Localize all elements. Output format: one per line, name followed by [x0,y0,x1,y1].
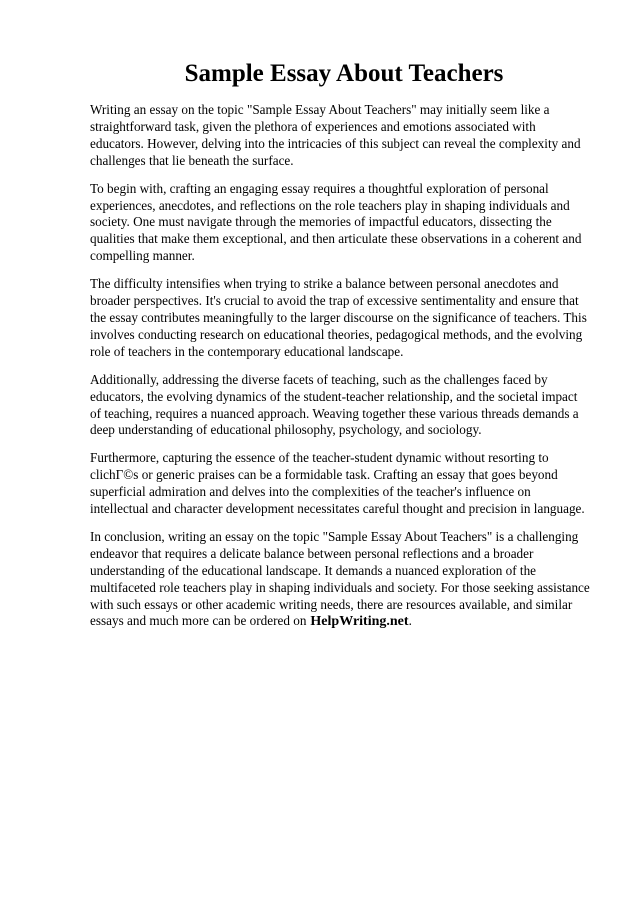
paragraph-conclusion [90,529,590,631]
document-page [90,58,590,642]
paragraph-furthermore: Furthermore, capturing the essence of the teacher-student dynamic without resorting to clichГ©s or generic praises can be a formidable task. Crafting an essay that goes beyond superficial admiration and delves into the complexities of the teacher's influence on intellectual and character development necessitates careful thought and precision in language. [90,450,585,517]
paragraph-difficulty: The difficulty intensifies when trying to strike a balance between personal anecdotes and broader perspectives. It's crucial to avoid the trap of excessive sentimentality and ensure that the essay contributes meaningfully to the larger discourse on the significance of teachers. This involves conducting research on educational theories, pedagogical methods, and the evolving role of teachers in the contemporary educational landscape. [90,276,587,359]
helpwriting-link[interactable]: HelpWriting.net [310,614,409,630]
paragraph-intro: Writing an essay on the topic "Sample Essay About Teachers" may initially seem like a straightforward task, given the plethora of experiences and emotions associated with educators. However, delving into the intricacies of this subject can reveal the complexity and challenges that lie beneath the surface. [90,102,581,168]
conclusion-text: In conclusion, writing an essay on the topic "Sample Essay About Teachers" is a challenging endeavor that requires a delicate balance between personal reflections and a broader understanding of the educational landscape. It demands a nuanced exploration of the multifaceted role teachers play in shaping individuals and society. For those seeking assistance with such essays or other academic writing needs, there are resources available, and similar essays and much more can be ordered on [90,528,590,629]
conclusion-period: . [408,613,412,629]
paragraph-begin: To begin with, crafting an engaging essay requires a thoughtful exploration of personal experiences, anecdotes, and reflections on the role teachers play in shaping individuals and society. One must navigate through the memories of impactful educators, dissecting the qualities that make them exceptional, and then articulate these observations in a coherent and compelling manner. [90,180,582,264]
paragraph-additionally: Additionally, addressing the diverse facets of teaching, such as the challenges faced by educators, the evolving dynamics of the student-teacher relationship, and the societal impact of teaching, requires a nuanced approach. Weaving together these various threads demands a deep understanding of educational philosophy, psychology, and sociology. [90,371,579,438]
document-title: Sample Essay About Teachers [184,60,504,87]
